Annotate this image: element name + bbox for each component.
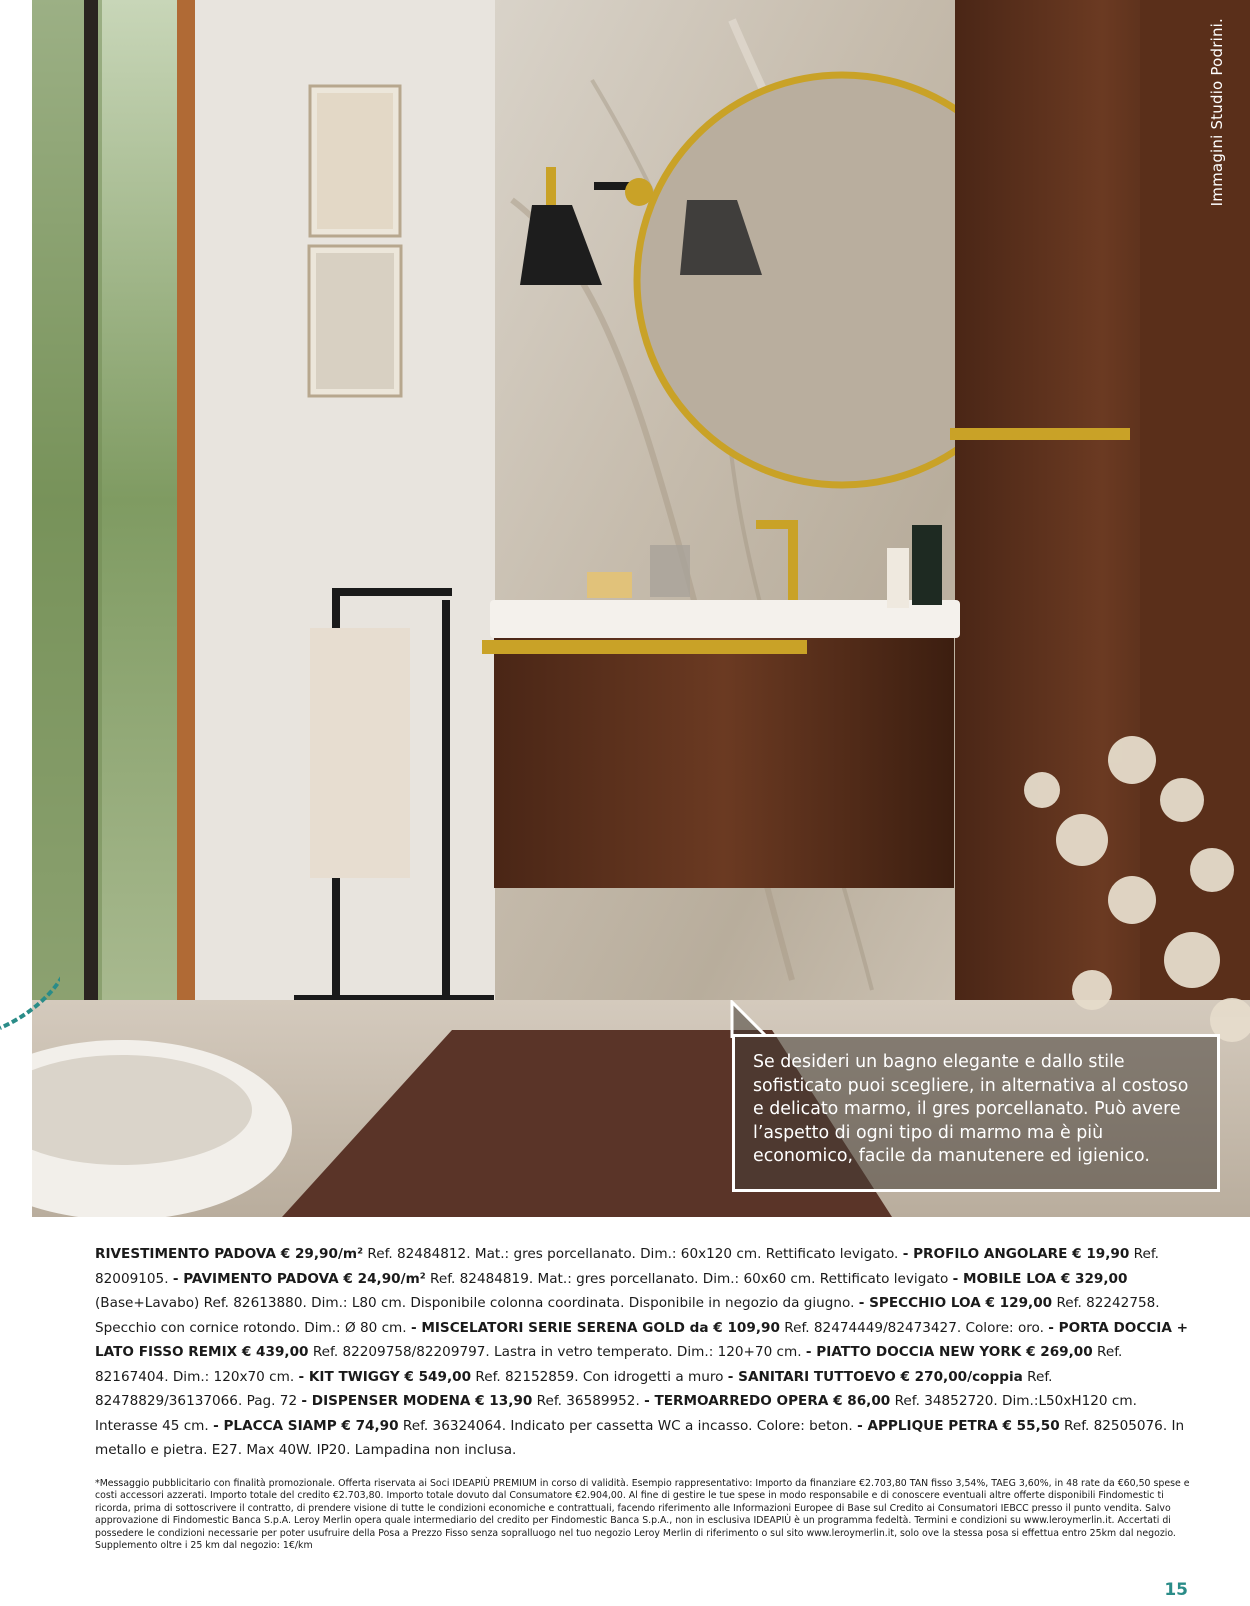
product-details: Ref. 82209758/82209797. Lastra in vetro temperato. Dim.: 120+70 cm. [308,1344,806,1360]
product-details: Ref. 34852720. Dim.:L50xH120 cm. Interasse 45 cm. [95,1393,1137,1434]
product-details: Ref. 82152859. Con idrogetti a muro [471,1368,728,1385]
product-name: - PLACCA SIAMP € 74,90 [213,1417,399,1434]
product-details: Ref. 82505076. In metallo e pietra. E27. Max 40W. IP20. Lampadina non inclusa. [95,1417,1185,1458]
product-name: - SANITARI TUTTOEVO € 270,00/coppia [727,1368,1023,1385]
product-name: - KIT TWIGGY € 549,00 [298,1368,472,1385]
legal-disclaimer: *Messaggio pubblicitario con finalità promozionale. Offerta riservata ai Soci IDEAPIÙ PREMIUM in corso di validità. Esempio rappresentativo: Importo da finanziare €2.703,80 TAN fisso 3,54%, TAEG 3,60%, in 48 rate da €60,50 spese e costi accessori azzerati. Importo totale del credito €2.703,80. Importo totale dovuto dal Consumatore €2.904,00. Al fine di gestire le tue spese in modo responsabile e di conoscere eventuali altre offerte disponibili Findomestic ti ricorda, prima di sottoscrivere il contratto, di prendere visione di tutte le condizioni economiche e contrattuali, facendo riferimento alle Informazioni Europee di Base sul Credito ai Consumatori IEBCC presso il punto vendita. Salvo approvazione di Findomestic Banca S.p.A. Leroy Merlin opera quale intermediario del credito per Findomestic Banca S.p.A., non in esclusiva IDEAPIÙ è un programma fedeltà. Termini e condizioni su www.leroymerlin.it. Accertati di possedere le condizioni necessarie per poter usufruire della Posa a Prezzo Fisso senza sopralluogo nel tuo negozio Leroy Merlin di riferimento o sul sito www.leroymerlin.it, solo ove la stessa posa si effettua entro 25km dal negozio. Supplemento oltre i 25 km dal negozio: 1€/km [95,1478,1190,1552]
page-number: 15 [1164,1580,1188,1600]
product-name: - PIATTO DOCCIA NEW YORK € 269,00 [805,1344,1093,1360]
product-details: Ref. 82484819. Mat.: gres porcellanato. Dim.: 60x60 cm. Rettificato levigato [425,1270,953,1287]
product-details: Ref. 82242758. Specchio con cornice rotondo. Dim.: Ø 80 cm. [95,1295,1160,1336]
callout-text: Se desideri un bagno elegante e dallo stile sofisticato puoi scegliere, in alternativa al costoso e delicato marmo, il gres porcellanato. Può avere l’aspetto di ogni tipo di marmo ma è più economico, facile da manutenere ed igienico. [753,1052,1189,1166]
photo-credit: Immagini Studio Podrini. [1208,18,1226,207]
product-name: - PORTA DOCCIA + LATO FISSO REMIX € 439,00 [95,1319,1188,1360]
product-name: - APPLIQUE PETRA € 55,50 [857,1417,1060,1434]
product-details: Ref. 82484812. Mat.: gres porcellanato. Dim.: 60x120 cm. Rettificato levigato. [363,1246,903,1262]
product-details: (Base+Lavabo) Ref. 82613880. Dim.: L80 cm. Disponibile colonna coordinata. Disponibile in negozio da giugno. [95,1295,859,1311]
product-name: - MOBILE LOA € 329,00 [952,1270,1128,1287]
product-name: - TERMOARREDO OPERA € 86,00 [644,1393,891,1409]
product-details: Ref. 36324064. Indicato per cassetta WC a incasso. Colore: beton. [398,1417,858,1434]
product-name: RIVESTIMENTO PADOVA € 29,90/m² [95,1246,364,1262]
product-name: - PAVIMENTO PADOVA € 24,90/m² [172,1270,426,1287]
decorative-curve-icon [0,960,60,1040]
product-details: Ref. 82474449/82473427. Colore: oro. [779,1319,1049,1336]
product-name: - SPECCHIO LOA € 129,00 [858,1295,1053,1311]
product-name: - MISCELATORI SERIE SERENA GOLD da € 109,90 [410,1319,780,1336]
product-details: Ref. 82009105. [95,1246,1159,1287]
product-name: - PROFILO ANGOLARE € 19,90 [902,1246,1130,1262]
product-details: Ref. 36589952. [532,1393,645,1409]
product-details: Ref. 82478829/36137066. Pag. 72 [95,1368,1053,1409]
product-description [95,1242,1190,1463]
info-callout [732,1034,1220,1192]
product-details: Ref. 82167404. Dim.: 120x70 cm. [95,1344,1123,1385]
product-name: - DISPENSER MODENA € 13,90 [301,1393,533,1409]
